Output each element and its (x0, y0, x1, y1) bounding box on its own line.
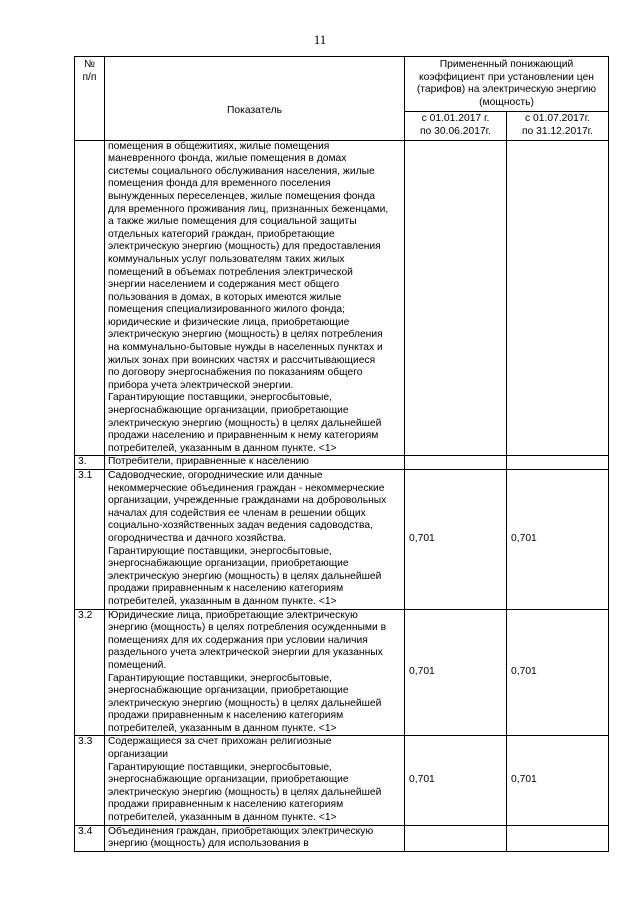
header-period-1: с 01.01.2017 г. по 30.06.2017г. (405, 112, 507, 140)
row-number: 3.3 (75, 736, 105, 825)
row-value-period-2: 0,701 (507, 736, 609, 825)
row-value-period-1 (405, 140, 507, 456)
row-value-period-1: 0,701 (405, 470, 507, 610)
row-indicator: Содержащиеся за счет прихожан религиозные организации Гарантирующие поставщики, энергосбытовые, энергоснабжающие организации, приобретающие электрическую энергию (мощность) в целях дальнейшей продажи приравненным к населению категориям потребителей, указанным в данном пункте. <1> (105, 736, 405, 825)
row-value-period-1: 0,701 (405, 609, 507, 736)
row-number: 3. (75, 456, 105, 470)
row-value-period-2 (507, 456, 609, 470)
page-number: 11 (313, 32, 327, 47)
row-indicator: Юридические лица, приобретающие электрическую энергию (мощность) в целях потребления осужденными в помещениях для их содержания при условии наличия раздельного учета электрической энергии для указанных помещений. Гарантирующие поставщики, энергосбытовые, энергоснабжающие организации, приобретающие электрическую энергию (мощность) в целях дальнейшей продажи приравненным к населению категориям потребителей, указанным в данном пункте. <1> (105, 609, 405, 736)
header-indicator: Показатель (105, 57, 405, 141)
header-period-2: с 01.07.2017г. по 31.12.2017г. (507, 112, 609, 140)
header-number: № п/п (75, 57, 105, 141)
table-row (75, 609, 609, 736)
row-value-period-2: 0,701 (507, 470, 609, 610)
tariff-table (74, 56, 609, 852)
row-value-period-1: 0,701 (405, 736, 507, 825)
row-value-period-2 (507, 825, 609, 851)
row-value-period-1 (405, 456, 507, 470)
row-number: 3.4 (75, 825, 105, 851)
table-row (75, 456, 609, 470)
row-number: 3.1 (75, 470, 105, 610)
table-row (75, 736, 609, 825)
row-number: 3.2 (75, 609, 105, 736)
table-header-row (75, 57, 609, 112)
row-indicator: Потребители, приравненные к населению (105, 456, 405, 470)
row-value-period-2 (507, 140, 609, 456)
header-coefficient: Примененный понижающий коэффициент при установлении цен (тарифов) на электрическую энергию (мощность) (405, 57, 609, 112)
row-indicator: Садоводческие, огороднические или дачные некоммерческие объединения граждан - некоммерческие организации, учрежденные гражданами на добровольных началах для содействия ее членам в решении общих социально-хозяйственных задач ведения садоводства, огородничества и дачного хозяйства. Гарантирующие поставщики, энергосбытовые, энергоснабжающие организации, приобретающие электрическую энергию (мощность) в целях дальнейшей продажи приравненным к населению категориям потребителей, указанным в данном пункте. <1> (105, 470, 405, 610)
row-indicator: помещения в общежитиях, жилые помещения маневренного фонда, жилые помещения в домах системы социального обслуживания населения, жилые помещения фонда для временного поселения вынужденных переселенцев, жилые помещения фонда для временного проживания лиц, признанных беженцами, а также жилые помещения для социальной защиты отдельных категорий граждан, приобретающие электрическую энергию (мощность) для предоставления коммунальных услуг пользователям таких жилых помещений в объемах потребления электрической энергии населением и содержания мест общего пользования в домах, в которых имеются жилые помещения специализированного жилого фонда; юридические и физические лица, приобретающие электрическую энергию (мощность) в целях потребления на коммунально-бытовые нужды в населенных пунктах и жилых зонах при воинских частях и рассчитывающиеся по договору энергоснабжения по показаниям общего прибора учета электрической энергии. Гарантирующие поставщики, энергосбытовые, энергоснабжающие организации, приобретающие электрическую энергию (мощность) в целях дальнейшей продажи населению и приравненным к нему категориям потребителей, указанным в данном пункте. <1> (105, 140, 405, 456)
table-row (75, 470, 609, 610)
row-value-period-2: 0,701 (507, 609, 609, 736)
row-indicator: Объединения граждан, приобретающих электрическую энергию (мощность) для использования в (105, 825, 405, 851)
table-row (75, 825, 609, 851)
row-number (75, 140, 105, 456)
row-value-period-1 (405, 825, 507, 851)
table-row (75, 140, 609, 456)
